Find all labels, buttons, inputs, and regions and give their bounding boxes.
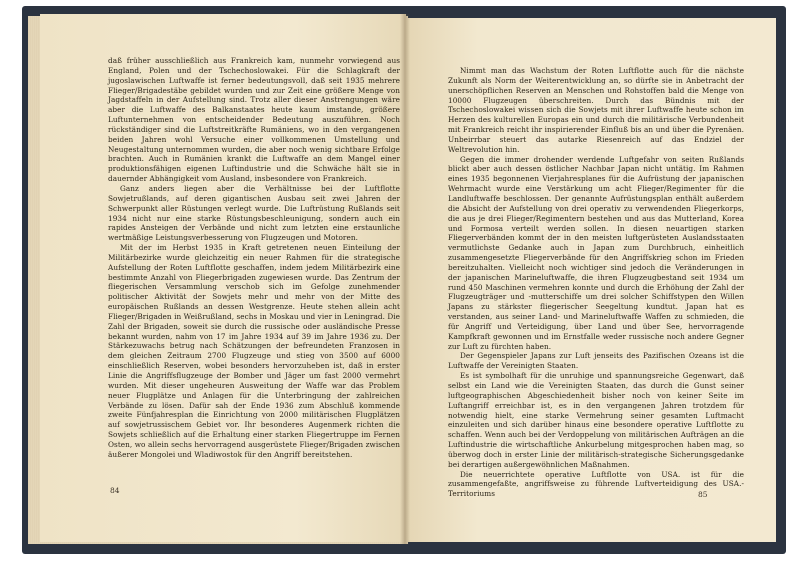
paragraph: Die neuerrichtete operative Luftflotte von USA. ist für die zusammengefaßte, angriffsweise zu führende Luftverteidigung des USA.-Territoriums [448, 469, 744, 499]
paragraph: Mit der im Herbst 1935 in Kraft getretenen neuen Einteilung der Militärbezirke wurde gleichzeitig ein neuer Rahmen für die strategische Aufstellung der Roten Luftflotte geschaffen, indem jedem Militärbezirk eine bestimmte Anzahl von Fliegerbrigaden zugewiesen wurde. Das Zentrum der fliegerischen Versammlung verschob sich im Gefolge zunehmender politischer Aktivität der Sowjets mehr und mehr von der Mitte des europäischen Rußlands an dessen Westgrenze. Heute stehen allein acht Flieger/Brigaden in Weißrußland, sechs in Moskau und vier in Leningrad. Die Zahl der Brigaden, soweit sie durch die russische oder ausländische Presse bekannt wurden, nahm von 17 im Jahre 1934 auf 39 im Jahre 1936 zu. Der Stärkezuwachs betrug nach Schätzungen der befreundeten Franzosen in dem gleichen Zeitraum 2700 Flugzeuge und stieg von 3500 auf 6000 einschließlich Reserven, wobei besonders hervorzuheben ist, daß in erster Linie die Angriffsflugzeuge der Bomber und Jäger um fast 2000 vermehrt wurden. Mit dieser ungeheuren Ausweitung der Waffe war das Problem neuer Flugplätze und Anlagen für die Unterbringung der zahlreichen Verbände zu lösen. Dafür sah der Ende 1936 zum Abschluß kommende zweite Fünfjahresplan die Einrichtung von 2000 militärischen Flugplätzen auf sowjetrussischem Gebiet vor. Ihr besonderes Augenmerk richten die Sowjets schließlich auf die Erhaltung einer starken Fliegertruppe im Fernen Osten, wo allein sechs hervorragend ausgerüstete Flieger/Brigaden zwischen äußerer Mongolei und Wladiwostok für den Angriff bereitstehen. [108, 243, 400, 459]
page-number: 85 [698, 490, 708, 499]
right-page [404, 18, 776, 542]
paragraph: Es ist symbolhaft für die unruhige und spannungsreiche Gegenwart, daß selbst ein Land wie die Vereinigten Staaten, das durch die Gunst seiner luftgeographischen Abgeschiedenheit bisher noch von keiner Seite im Luftangriff erreichbar ist, es in den vergangenen Jahren trotzdem für notwendig hielt, eine starke Vermehrung seiner gesamten Luftmacht einzuleiten und sich darüber hinaus eine besondere operative Luftflotte zu schaffen. Wenn auch bei der Verdoppelung von militärischen Aufträgen an die Luftindustrie die wirtschaftliche Ankurbelung mitgesprochen haben mag, so überwog doch in erster Linie der militärisch-strategische Sicherungsgedanke bei derartigen außergewöhnlichen Maßnahmen. [448, 371, 744, 469]
left-page-text [108, 56, 400, 460]
right-page-text [448, 66, 744, 499]
paragraph: Nimmt man das Wachstum der Roten Luftflotte auch für die nächste Zukunft als Norm der Weiterentwicklung an, so dürfte sie in Anbetracht der unerschöpflichen Reserven an Menschen und Rohstoffen bald die Menge von 10000 Flugzeugen überschreiten. Durch das Bündnis mit der Tschechoslowakei wissen sich die Sowjets mit ihrer Luftwaffe heute schon im Herzen des kulturellen Europas ein und durch die militärische Verbundenheit mit Frankreich reicht ihr inspirierender Einfluß bis an und über die Pyrenäen. Unbeirrbar steuert das autarke Riesenreich auf das Endziel der Weltrevolution hin. [448, 66, 744, 154]
paragraph: Ganz anders liegen aber die Verhältnisse bei der Luftflotte Sowjetrußlands, auf deren gigantischen Ausbau seit zwei Jahren der Schwerpunkt aller Rüstungen verlegt wurde. Die Luftrüstung Rußlands seit 1934 nicht nur eine starke Rüstungsbeschleunigung, sondern auch ein rapides Ansteigen der Verbände und nicht zum letzten eine erstaunliche wertmäßige Leistungsverbesserung von Flugzeugen und Motoren. [108, 183, 400, 243]
paragraph: Der Gegenspieler Japans zur Luft jenseits des Pazifischen Ozeans ist die Luftwaffe der Vereinigten Staaten. [448, 351, 744, 371]
book-gutter [400, 14, 410, 544]
paragraph: daß früher ausschließlich aus Frankreich kam, nunmehr vorwiegend aus England, Polen und der Tschechoslowakei. Für die Schlagkraft der jugoslawischen Luftwaffe ist ferner bedeutungsvoll, daß seit 1935 mehrere Flieger/Brigadestäbe gebildet wurden und zur Zeit eine größere Menge von Jagdstaffeln in der Aufstellung sind. Trotz aller dieser Anstrengungen wäre aber die Luftwaffe des Balkanstaates heute kaum imstande, größere Luftunternehmen von entscheidender Bedeutung auszuführen. Noch rückständiger sind die Luftstreitkräfte Rumäniens, wo in den vergangenen beiden Jahren wohl Versuche einer vollkommenen Umstellung und Neugestaltung unternommen wurden, die aber noch wenig sichtbare Erfolge brachten. Auch in Rumänien krankt die Luftwaffe an dem Mangel einer produktionsfähigen eigenen Luftindustrie und die Schwäche hält sie in dauernder Abhängigkeit vom Ausland, insbesondere von Frankreich. [108, 56, 400, 184]
paragraph: Gegen die immer drohender werdende Luftgefahr von seiten Rußlands blickt aber auch dessen östlicher Nachbar Japan nicht untätig. Im Rahmen eines 1935 begonnenen Vierjahresplanes für die Aufrüstung der japanischen Wehrmacht wurde eine Verstärkung um acht Flieger/Regimenter für die Landluftwaffe beschlossen. Der genannte Aufrüstungsplan enthält außerdem die Absicht der Aufstellung von drei operativ zu verwendenden Fliegerkorps, die aus je drei Flieger/Regimentern bestehen und aus das Mutterland, Korea und Formosa verteilt werden sollen. In diesen neuartigen starken Fliegerverbänden kommt der in den meisten luftgerüsteten Auslandsstaaten vermutlichste Gedanke auch in Japan zum Durchbruch, einheitlich zusammengesetzte Fliegerverbände für den Angriffskrieg schon im Frieden bereitzuhalten. Vielleicht noch wichtiger sind jedoch die Veränderungen in der japanischen Marineluftwaffe, die ihren Flugzeugbestand seit 1934 um rund 450 Maschinen vermehren konnte und durch die Erhöhung der Zahl der Flugzeugträger und -mutterschiffe um drei solcher Schiffstypen den Willen Japans zu stärkster fliegerischer Seegeltung kundtut. Japan hat es verstanden, aus seiner Land- und Marineluftwaffe Waffen zu schmieden, die für Angriff und Verteidigung, über Land und über See, hervorragende Kampfkraft gewonnen und im Ernstfalle weder russische noch andere Gegner zur Luft zu fürchten haben. [448, 154, 744, 351]
page-number: 84 [110, 486, 120, 495]
left-page [40, 14, 406, 542]
